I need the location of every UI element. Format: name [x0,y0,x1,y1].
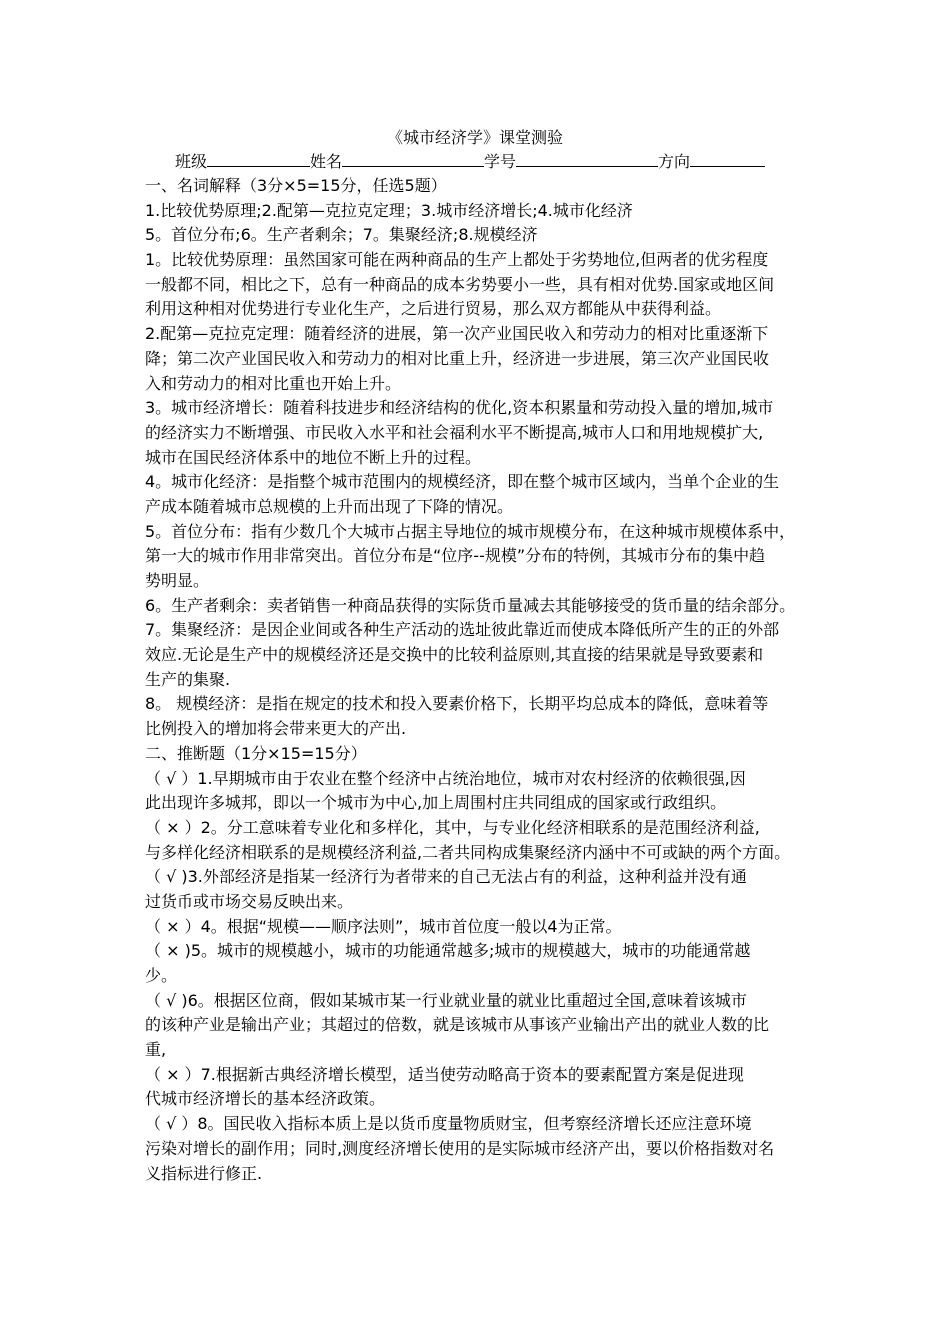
name-label: 姓名 [310,152,343,171]
text-line: 义指标进行修正. [145,1163,263,1183]
text-line: （ × )5。城市的规模越小，城市的功能通常越多;城市的规模越大，城市的功能通常越 [145,941,751,961]
text-line: 5。首位分布;6。生产者剩余；7。集聚经济;8.规模经济 [145,225,538,245]
text-line: 势明显。 [145,571,210,590]
text-line: 的该种产业是输出产业；其超过的倍数，就是该城市从事该产业输出产出的就业人数的比 [145,1015,770,1035]
text-line: 6。生产者剩余：卖者销售一种商品获得的实际货币量减去其能够接受的货币量的结余部分。 [145,595,796,615]
id-blank[interactable] [516,151,658,167]
text-line: 8。 规模经济：是指在规定的技术和投入要素价格下，长期平均总成本的降低，意味着等 [145,694,769,714]
text-line: 代城市经济增长的基本经济政策。 [145,1089,386,1109]
text-line: 1.比较优势原理;2.配第—克拉克定理；3.城市经济增长;4.城市化经济 [145,200,633,220]
id-label: 学号 [484,152,517,171]
text-line: 此出现许多城邦，即以一个城市为中心,加上周围村庄共同组成的国家或行政组织。 [145,793,727,813]
text-line: 降；第二次产业国民收入和劳动力的相对比重上升，经济进一步进展，第三次产业国民收 [145,348,770,368]
student-info-line [175,151,765,173]
text-line: 的经济实力不断增强、市民收入水平和社会福利水平不断提高,城市人口和用地规模扩大, [145,422,764,442]
text-line: 少。 [145,966,178,985]
text-line: （ √ ）8。国民收入指标本质上是以货币度量物质财宝，但考察经济增长还应注意环境 [145,1114,752,1134]
text-line: 生产的集聚. [145,669,231,689]
text-line: 3。城市经济增长：随着科技进步和经济结构的优化,资本积累量和劳动投入量的增加,城市 [145,398,774,418]
text-line: 4。城市化经济：是指整个城市范围内的规模经济，即在整个城市区域内，当单个企业的生 [145,472,780,492]
text-line: 城市在国民经济体系中的地位不断上升的过程。 [145,447,482,467]
text-line: 产成本随着城市总规模的上升而出现了下降的情况。 [145,496,514,516]
text-line: 7。集聚经济：是因企业间或各种生产活动的选址彼此靠近而使成本降低所产生的正的外部 [145,620,780,640]
text-line: 与多样化经济相联系的是规模经济利益,二者共同构成集聚经济内涵中不可或缺的两个方面。 [145,842,791,862]
text-line: （ × ）4。根据“规模——顺序法则”，城市首位度一般以4为正常。 [145,916,622,936]
text-line: 入和劳动力的相对比重也开始上升。 [145,373,402,393]
text-line: （ √ ）1.早期城市由于农业在整个经济中占统治地位，城市对农村经济的依赖很强,因 [145,768,746,788]
text-line: （ × ）7.根据新古典经济增长模型，适当使劳动略高于资本的要素配置方案是促进现 [145,1064,744,1084]
class-blank[interactable] [207,151,310,167]
text-line: 二、推断题（1分×15=15分） [145,743,367,763]
document-body [145,174,817,1186]
class-label: 班级 [175,152,208,171]
text-line: 利用这种相对优势进行专业化生产，之后进行贸易，那么双方都能从中获得利益。 [145,299,722,319]
text-line: 5。首位分布：指有少数几个大城市占据主导地位的城市规模分布，在这种城市规模体系中， [145,521,796,541]
text-line: 一般都不同，相比之下，总有一种商品的成本劣势要小一些，具有相对优势.国家或地区间 [145,274,775,294]
text-line: （ √ )3.外部经济是指某一经济行为者带来的自己无法占有的利益，这种利益并没有通 [145,867,747,887]
text-line: 一、名词解释（3分×5=15分，任选5题） [145,176,447,195]
text-line: 重, [145,1040,167,1060]
direction-blank[interactable] [690,151,765,167]
text-line: 污染对增长的副作用；同时,测度经济增长使用的是实际城市经济产出，要以价格指数对名 [145,1138,775,1158]
text-line: （ × ）2。分工意味着专业化和多样化，其中，与专业化经济相联系的是范围经济利益, [145,817,760,837]
text-line: 比例投入的增加将会带来更大的产出. [145,719,407,739]
name-blank[interactable] [342,151,484,167]
text-line: 1。比较优势原理：虽然国家可能在两种商品的生产上都处于劣势地位,但两者的优劣程度 [145,250,769,270]
document-title: 《城市经济学》课堂测验 [386,128,563,147]
text-line: 效应.无论是生产中的规模经济还是交换中的比较利益原则,其直接的结果就是导致要素和 [145,645,764,665]
text-line: 过货币或市场交易反映出来。 [145,891,354,911]
text-line: 第一大的城市作用非常突出。首位分布是“位序--规模”分布的特例，其城市分布的集中趋 [145,546,766,566]
direction-label: 方向 [658,152,691,171]
text-line: 2.配第—克拉克定理：随着经济的进展，第一次产业国民收入和劳动力的相对比重逐渐下 [145,324,769,344]
text-line: （ √ )6。根据区位商，假如某城市某一行业就业量的就业比重超过全国,意味着该城市 [145,990,747,1010]
